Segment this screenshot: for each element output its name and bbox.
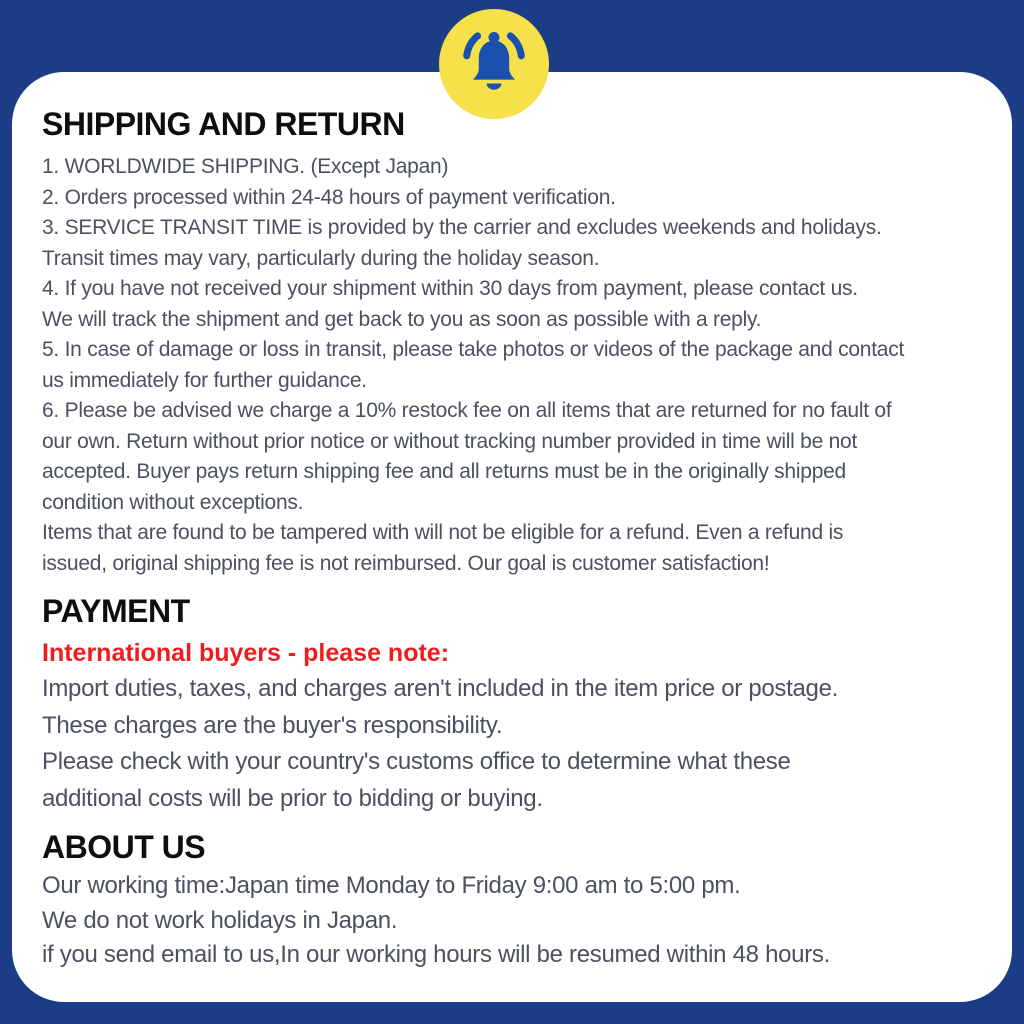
about-us-text xyxy=(42,869,984,973)
shipping-and-return-heading: SHIPPING AND RETURN xyxy=(42,106,405,142)
about-us-heading: ABOUT US xyxy=(42,829,206,865)
policy-card xyxy=(12,72,1012,1002)
text-line: Please check with your country's customs office to determine what these xyxy=(42,748,791,775)
text-line: We will track the shipment and get back to you as soon as possible with a reply. xyxy=(42,307,762,331)
text-line: 2. Orders processed within 24-48 hours of payment verification. xyxy=(42,185,616,209)
text-line: accepted. Buyer pays return shipping fee and all returns must be in the originally shipped xyxy=(42,460,846,483)
text-line: if you send email to us,In our working hours will be resumed within 48 hours. xyxy=(42,941,830,968)
text-line: 5. In case of damage or loss in transit, please take photos or videos of the package and contact xyxy=(42,338,905,361)
text-line: condition without exceptions. xyxy=(42,490,304,514)
text-line: our own. Return without prior notice or without tracking number provided in time will be not xyxy=(42,429,858,453)
payment-heading: PAYMENT xyxy=(42,593,190,629)
text-line: 6. Please be advised we charge a 10% restock fee on all items that are returned for no fault of xyxy=(42,399,892,422)
text-line: These charges are the buyer's responsibility. xyxy=(42,711,503,739)
text-line: issued, original shipping fee is not reimbursed. Our goal is customer satisfaction! xyxy=(42,551,770,575)
text-line: Transit times may vary, particularly during the holiday season. xyxy=(42,246,600,270)
text-line: additional costs will be prior to bidding or buying. xyxy=(42,784,543,812)
notification-bell-icon xyxy=(455,25,533,103)
text-line: We do not work holidays in Japan. xyxy=(42,906,398,934)
payment-policy-text xyxy=(42,671,984,817)
text-line: 1. WORLDWIDE SHIPPING. (Except Japan) xyxy=(42,155,449,178)
text-line: 4. If you have not received your shipment within 30 days from payment, please contact us. xyxy=(42,277,858,300)
text-line: Our working time:Japan time Monday to Friday 9:00 am to 5:00 pm. xyxy=(42,872,741,899)
text-line: Import duties, taxes, and charges aren't included in the item price or postage. xyxy=(42,675,839,702)
text-line: Items that are found to be tampered with will not be eligible for a refund. Even a refund is xyxy=(42,521,844,544)
shipping-policy-text xyxy=(42,152,984,579)
international-buyers-note: International buyers - please note: xyxy=(42,639,450,667)
text-line: us immediately for further guidance. xyxy=(42,368,367,392)
notification-badge xyxy=(439,9,549,119)
text-line: 3. SERVICE TRANSIT TIME is provided by the carrier and excludes weekends and holidays. xyxy=(42,216,882,239)
